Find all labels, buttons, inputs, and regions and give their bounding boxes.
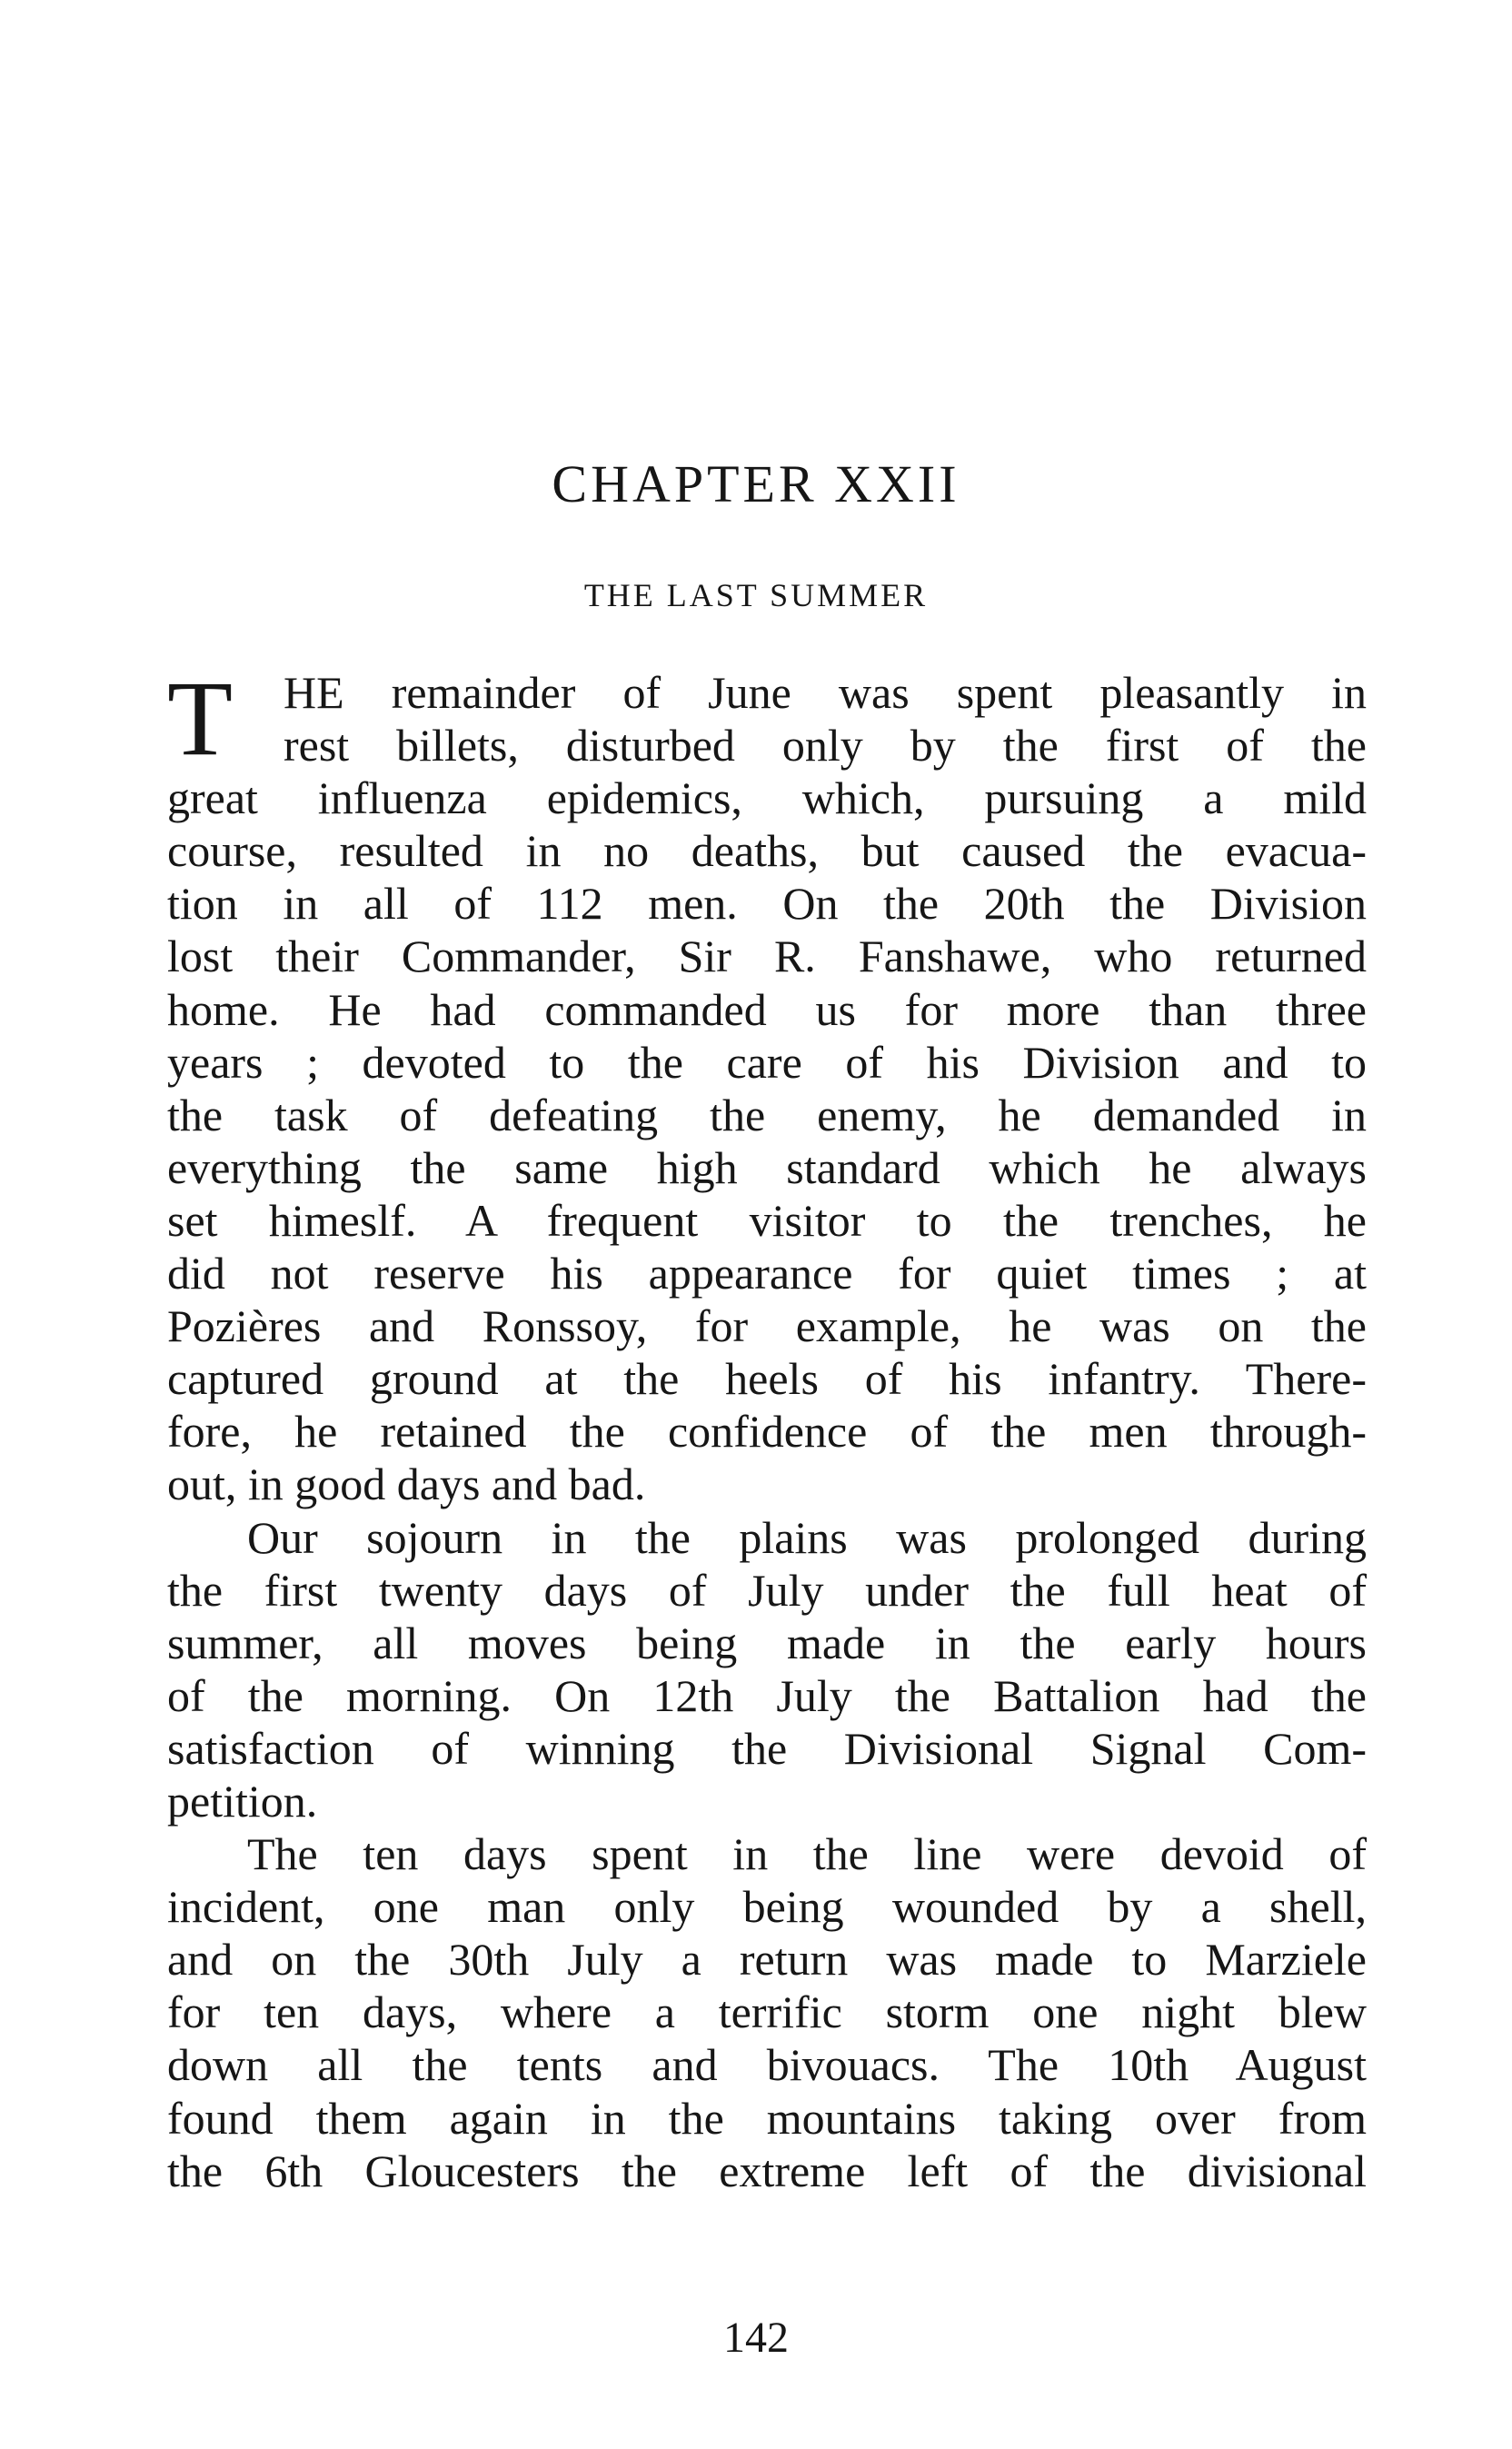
chapter-subtitle: THE LAST SUMMER	[583, 577, 929, 613]
text-line: HE remainder of June was spent pleasantly in	[284, 667, 1367, 718]
text-line: satisfaction of winning the Divisional Signal Com-	[167, 1722, 1367, 1774]
first-paragraph-opening	[167, 659, 1367, 778]
text-line: summer, all moves being made in the early hours	[167, 1617, 1367, 1668]
text-line: for ten days, where a terrific storm one night blew	[167, 1986, 1367, 2038]
text-line: petition.	[167, 1775, 318, 1827]
text-line: the 6th Gloucesters the extreme left of the divisional	[167, 2145, 1367, 2196]
text-line: captured ground at the heels of his infantry. There-	[167, 1353, 1367, 1405]
text-line: home. He had commanded us for more than three	[167, 983, 1367, 1035]
text-line: set himeslf. A frequent visitor to the trenches, he	[167, 1194, 1367, 1246]
chapter-title: CHAPTER XXII	[552, 454, 960, 513]
text-line: found them again in the mountains taking over from	[167, 2092, 1367, 2144]
text-line: and on the 30th July a return was made to Marziele	[167, 1934, 1367, 1986]
text-line: great influenza epidemics, which, pursuing a mild	[167, 772, 1367, 824]
text-line: tion in all of 112 men. On the 20th the Division	[167, 878, 1367, 930]
drop-cap: T	[167, 659, 234, 778]
text-line: course, resulted in no deaths, but caused the evacua-	[167, 825, 1367, 877]
text-line: out, in good days and bad.	[167, 1458, 646, 1510]
text-line: fore, he retained the confidence of the men through-	[167, 1406, 1367, 1458]
text-line: Pozières and Ronssoy, for example, he was on the	[167, 1300, 1367, 1352]
text-line: the task of defeating the enemy, he demanded in	[167, 1089, 1367, 1140]
text-line: incident, one man only being wounded by a shell,	[167, 1881, 1367, 1933]
body-text	[167, 659, 1367, 2197]
text-line: everything the same high standard which he always	[167, 1141, 1367, 1193]
text-line: the first twenty days of July under the full heat of	[167, 1564, 1367, 1616]
text-line: rest billets, disturbed only by the first of the	[284, 720, 1367, 772]
text-line: years ; devoted to the care of his Division and to	[167, 1036, 1367, 1088]
text-line: of the morning. On 12th July the Battalion had the	[167, 1669, 1367, 1721]
text-line: Our sojourn in the plains was prolonged during	[247, 1511, 1367, 1563]
text-line: The ten days spent in the line were devoid of	[247, 1828, 1367, 1880]
text-line: did not reserve his appearance for quiet times ; at	[167, 1248, 1367, 1299]
text-line: down all the tents and bivouacs. The 10th August	[167, 2039, 1367, 2091]
page-number: 142	[723, 2314, 789, 2362]
text-line: lost their Commander, Sir R. Fanshawe, who returned	[167, 931, 1367, 982]
